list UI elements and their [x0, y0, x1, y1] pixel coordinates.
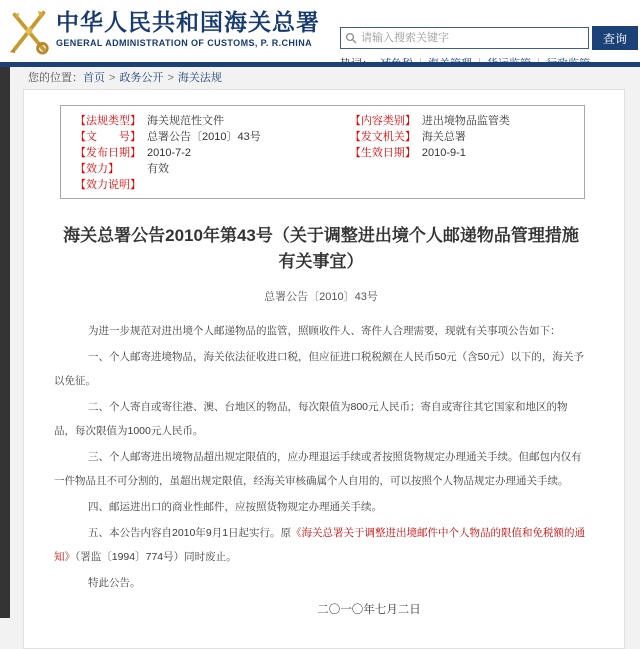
left-edge-strip [0, 67, 10, 618]
meta-column-left [75, 113, 350, 193]
meta-column-right [350, 113, 584, 193]
meta-value: 2010-9-1 [421, 147, 466, 159]
meta-row-fawen-jiguan [350, 129, 584, 145]
meta-label: 【发布日期】 [75, 147, 141, 159]
meta-row-fabu-riqi [75, 145, 350, 161]
meta-label: 【效力说明】 [75, 179, 141, 191]
meta-label: 【生效日期】 [349, 147, 416, 159]
paragraph-item-5 [54, 521, 588, 569]
content-panel [23, 89, 625, 649]
meta-value: 2010-7-2 [147, 147, 192, 159]
meta-value: 总署公告〔2010〕43号 [147, 131, 261, 143]
search-icon [345, 32, 357, 44]
breadcrumb [10, 67, 640, 89]
meta-value: 海关规范性文件 [147, 115, 224, 127]
meta-row-xiaoli [75, 161, 350, 177]
meta-label: 【发文机关】 [349, 131, 416, 143]
meta-label: 【效力】 [75, 163, 119, 175]
search-input[interactable] [340, 27, 589, 49]
meta-label: 【内容类别】 [349, 115, 416, 127]
site-title-en: GENERAL ADMINISTRATION OF CUSTOMS, P. R.CHINA [56, 38, 313, 48]
paragraph-item-1: 一、个人邮寄进境物品，海关依法征收进口税，但应征进口税税额在人民币50元（含50元）以下的，海关予以免征。 [54, 351, 584, 387]
meta-value: 有效 [147, 163, 169, 175]
meta-row-xiaoli-shuoming [75, 177, 350, 193]
breadcrumb-item-zhengwugongkai[interactable]: 政务公开 [119, 72, 164, 84]
breadcrumb-item-home[interactable]: 首页 [83, 72, 105, 84]
meta-row-neirong-leibie [350, 113, 584, 129]
brand-block [56, 9, 320, 48]
repealed-notice-link[interactable]: 《海关总署关于调整进出境邮件中个人物品的限值和免税额的通知》 [54, 527, 586, 563]
paragraph-item-4: 四、邮运进出口的商业性邮件，应按照货物规定办理通关手续。 [88, 501, 382, 513]
paragraph-item-2: 二、个人寄自或寄往港、澳、台地区的物品，每次限值为800元人民币；寄自或寄往其它国家和地区的物品，每次限值为1000元人民币。 [54, 401, 568, 437]
meta-label: 【法规类型】 [75, 115, 141, 127]
meta-label: 【文 号】 [75, 131, 141, 143]
document-date: 二〇一〇年七月二日 [317, 604, 421, 616]
breadcrumb-label: 您的位置： [28, 72, 83, 84]
regulation-meta-box [60, 105, 585, 199]
breadcrumb-separator: > [109, 72, 116, 84]
breadcrumb-item-haiguanfagui[interactable]: 海关法规 [177, 72, 222, 84]
meta-row-fagui-leixing [75, 113, 350, 129]
search-button[interactable]: 查询 [592, 26, 638, 50]
paragraph-item-5-suffix: （署监〔1994〕774号）同时废止。 [75, 551, 237, 563]
site-header [0, 0, 640, 62]
paragraph-closing: 特此公告。 [88, 577, 141, 589]
paragraph-intro: 为进一步规范对进出境个人邮递物品的监管，照顾收件人、寄件人合理需要，现就有关事项公告如下： [88, 325, 561, 337]
paragraph-item-3: 三、个人邮寄进出境物品超出规定限值的，应办理退运手续或者按照货物规定办理通关手续。但邮包内仅有一件物品且不可分割的，虽超出规定限值，经海关审核确属个人自用的，可以按照个人物品规定办理通关手续。 [54, 451, 582, 487]
paragraph-item-5-prefix: 五、本公告内容自2010年9月1日起实行。原 [88, 527, 292, 539]
meta-row-shengxiao-riqi [350, 145, 584, 161]
meta-value: 进出境物品监管类 [421, 115, 510, 127]
document-title: 海关总署公告2010年第43号（关于调整进出境个人邮递物品管理措施有关事宜） [63, 226, 579, 271]
announcement-document [24, 199, 624, 622]
customs-emblem-icon [6, 5, 52, 57]
meta-row-wenhao [75, 129, 350, 145]
document-body [54, 319, 588, 622]
document-number: 总署公告〔2010〕43号 [264, 291, 378, 303]
breadcrumb-separator: > [167, 72, 174, 84]
site-title-cn: 中华人民共和国海关总署 [56, 9, 320, 35]
meta-value: 海关总署 [421, 131, 466, 143]
